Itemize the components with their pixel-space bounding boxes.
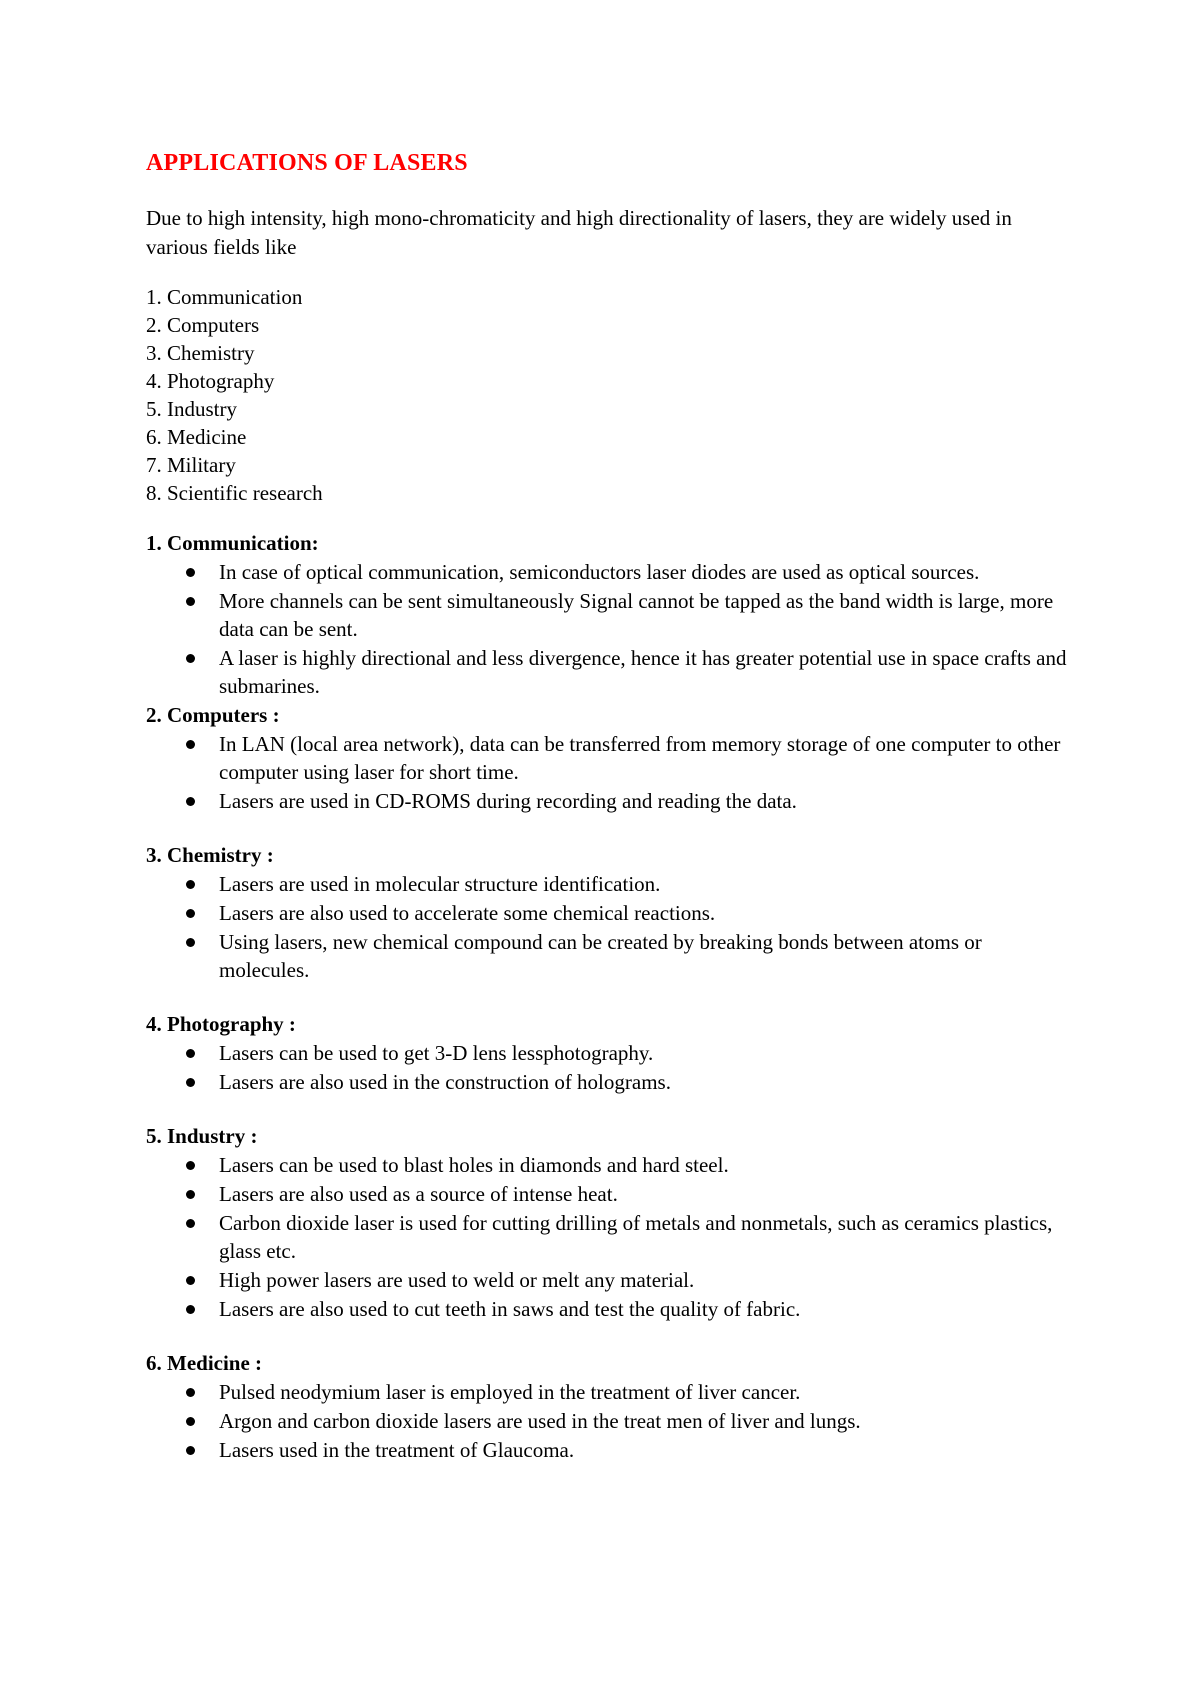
- bullet-text: A laser is highly directional and less divergence, hence it has greater potential use in space crafts and submarines.: [219, 646, 1067, 698]
- field-item: 4. Photography: [146, 369, 275, 393]
- bullet-list: [146, 558, 1076, 700]
- bullet-text: Lasers are also used to accelerate some chemical reactions.: [219, 901, 716, 925]
- section-heading: 1. Communication:: [146, 531, 319, 555]
- bullet-text: Lasers can be used to blast holes in diamonds and hard steel.: [219, 1153, 729, 1177]
- bullet-list: [146, 730, 1076, 815]
- bullet-icon: [186, 1305, 195, 1314]
- bullet-item: [146, 1180, 1076, 1208]
- bullet-item: [146, 558, 1076, 586]
- page-title: APPLICATIONS OF LASERS: [146, 150, 468, 176]
- bullet-icon: [186, 1219, 195, 1228]
- field-item: 6. Medicine: [146, 425, 247, 449]
- bullet-text: Lasers are also used as a source of intense heat.: [219, 1182, 618, 1206]
- bullet-icon: [186, 1276, 195, 1285]
- bullet-icon: [186, 1417, 195, 1426]
- intro-paragraph: Due to high intensity, high mono-chromaticity and high directionality of lasers, they are widely used in various fields like: [146, 206, 1012, 259]
- bullet-item: [146, 1209, 1076, 1265]
- bullet-icon: [186, 1446, 195, 1455]
- bullet-text: High power lasers are used to weld or melt any material.: [219, 1268, 695, 1292]
- bullet-icon: [186, 1078, 195, 1087]
- bullet-item: [146, 1436, 1076, 1464]
- field-item: 1. Communication: [146, 285, 303, 309]
- bullet-list: [146, 1378, 1076, 1464]
- bullet-list: [146, 1039, 1076, 1096]
- bullet-list: [146, 870, 1076, 984]
- bullet-text: Lasers are also used in the construction of holograms.: [219, 1070, 671, 1094]
- bullet-item: [146, 1378, 1076, 1406]
- bullet-item: [146, 899, 1076, 927]
- bullet-item: [146, 1068, 1076, 1096]
- bullet-item: [146, 587, 1076, 643]
- field-item: 7. Military: [146, 453, 236, 477]
- bullet-text: In case of optical communication, semiconductors laser diodes are used as optical sources.: [219, 560, 980, 584]
- section-heading: 4. Photography :: [146, 1012, 296, 1036]
- bullet-icon: [186, 1388, 195, 1397]
- section-computers: [146, 701, 1076, 815]
- section-communication: [146, 529, 1076, 700]
- bullet-icon: [186, 740, 195, 749]
- field-item: 3. Chemistry: [146, 341, 255, 365]
- field-item: 5. Industry: [146, 397, 237, 421]
- bullet-text: Pulsed neodymium laser is employed in the treatment of liver cancer.: [219, 1380, 801, 1404]
- section-chemistry: [146, 841, 1076, 984]
- section-heading: 6. Medicine :: [146, 1351, 263, 1375]
- bullet-item: [146, 1266, 1076, 1294]
- bullet-icon: [186, 654, 195, 663]
- field-item: 8. Scientific research: [146, 481, 323, 505]
- section-heading: 3. Chemistry :: [146, 843, 274, 867]
- bullet-text: Lasers used in the treatment of Glaucoma.: [219, 1438, 575, 1462]
- bullet-text: Lasers can be used to get 3-D lens lessphotography.: [219, 1041, 654, 1065]
- bullet-item: [146, 1295, 1076, 1323]
- section-heading: 5. Industry :: [146, 1124, 258, 1148]
- section-industry: [146, 1122, 1076, 1323]
- bullet-text: Argon and carbon dioxide lasers are used in the treat men of liver and lungs.: [219, 1409, 861, 1433]
- bullet-item: [146, 928, 1076, 984]
- section-medicine: [146, 1349, 1076, 1464]
- bullet-item: [146, 787, 1076, 815]
- bullet-icon: [186, 1049, 195, 1058]
- document-page: [146, 148, 1076, 1465]
- bullet-text: In LAN (local area network), data can be transferred from memory storage of one computer to other computer using laser for short time.: [219, 732, 1061, 784]
- bullet-icon: [186, 1161, 195, 1170]
- bullet-icon: [186, 797, 195, 806]
- bullet-item: [146, 1407, 1076, 1435]
- section-heading: 2. Computers :: [146, 703, 280, 727]
- bullet-text: More channels can be sent simultaneously Signal cannot be tapped as the band width is large, more data can be sent.: [219, 589, 1054, 641]
- bullet-text: Lasers are also used to cut teeth in saws and test the quality of fabric.: [219, 1297, 801, 1321]
- bullet-text: Lasers are used in molecular structure identification.: [219, 872, 661, 896]
- bullet-icon: [186, 1190, 195, 1199]
- bullet-item: [146, 1039, 1076, 1067]
- fields-list: [146, 283, 1076, 507]
- bullet-icon: [186, 938, 195, 947]
- section-photography: [146, 1010, 1076, 1096]
- bullet-text: Using lasers, new chemical compound can be created by breaking bonds between atoms or molecules.: [219, 930, 982, 982]
- bullet-item: [146, 644, 1076, 700]
- bullet-list: [146, 1151, 1076, 1323]
- bullet-icon: [186, 597, 195, 606]
- bullet-icon: [186, 568, 195, 577]
- field-item: 2. Computers: [146, 313, 260, 337]
- bullet-icon: [186, 880, 195, 889]
- bullet-text: Carbon dioxide laser is used for cutting drilling of metals and nonmetals, such as ceramics plastics, glass etc.: [219, 1211, 1053, 1263]
- bullet-item: [146, 1151, 1076, 1179]
- bullet-icon: [186, 909, 195, 918]
- bullet-text: Lasers are used in CD-ROMS during recording and reading the data.: [219, 789, 797, 813]
- bullet-item: [146, 870, 1076, 898]
- bullet-item: [146, 730, 1076, 786]
